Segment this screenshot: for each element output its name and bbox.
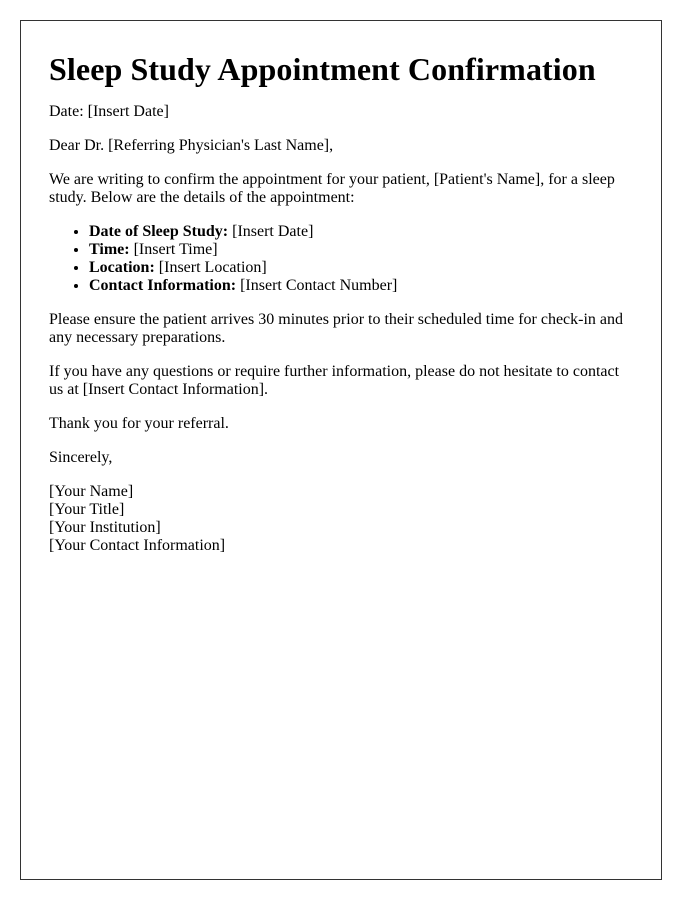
signature-title: [Your Title]	[49, 501, 125, 518]
intro-paragraph: We are writing to confirm the appointment for your patient, [Patient's Name], for a sleep study. Below are the details of the appointment:	[49, 171, 615, 206]
list-item	[89, 223, 633, 241]
detail-value: [Insert Contact Number]	[236, 277, 398, 294]
thanks-line: Thank you for your referral.	[49, 415, 229, 432]
date-line: Date: [Insert Date]	[49, 103, 169, 120]
signature-name: [Your Name]	[49, 483, 134, 500]
detail-value: [Insert Date]	[228, 223, 314, 240]
detail-label: Location:	[89, 259, 155, 276]
letter-page	[20, 20, 662, 880]
detail-label: Time:	[89, 241, 130, 258]
closing-line: Sincerely,	[49, 449, 113, 466]
salutation: Dear Dr. [Referring Physician's Last Name],	[49, 137, 334, 154]
list-item	[89, 259, 633, 277]
detail-value: [Insert Location]	[154, 259, 267, 276]
list-item	[89, 241, 633, 259]
appointment-details-list	[49, 223, 633, 295]
detail-label: Contact Information:	[89, 277, 237, 294]
signature-contact: [Your Contact Information]	[49, 537, 226, 554]
arrival-note: Please ensure the patient arrives 30 minutes prior to their scheduled time for check-in and any necessary preparations.	[49, 311, 624, 346]
signature-institution: [Your Institution]	[49, 519, 161, 536]
signature-block	[49, 483, 633, 555]
questions-note: If you have any questions or require further information, please do not hesitate to contact us at [Insert Contact Information].	[49, 363, 620, 398]
list-item	[89, 277, 633, 295]
detail-value: [Insert Time]	[129, 241, 218, 258]
page-title: Sleep Study Appointment Confirmation	[49, 51, 596, 87]
letter-content	[21, 21, 661, 555]
detail-label: Date of Sleep Study:	[89, 223, 229, 240]
